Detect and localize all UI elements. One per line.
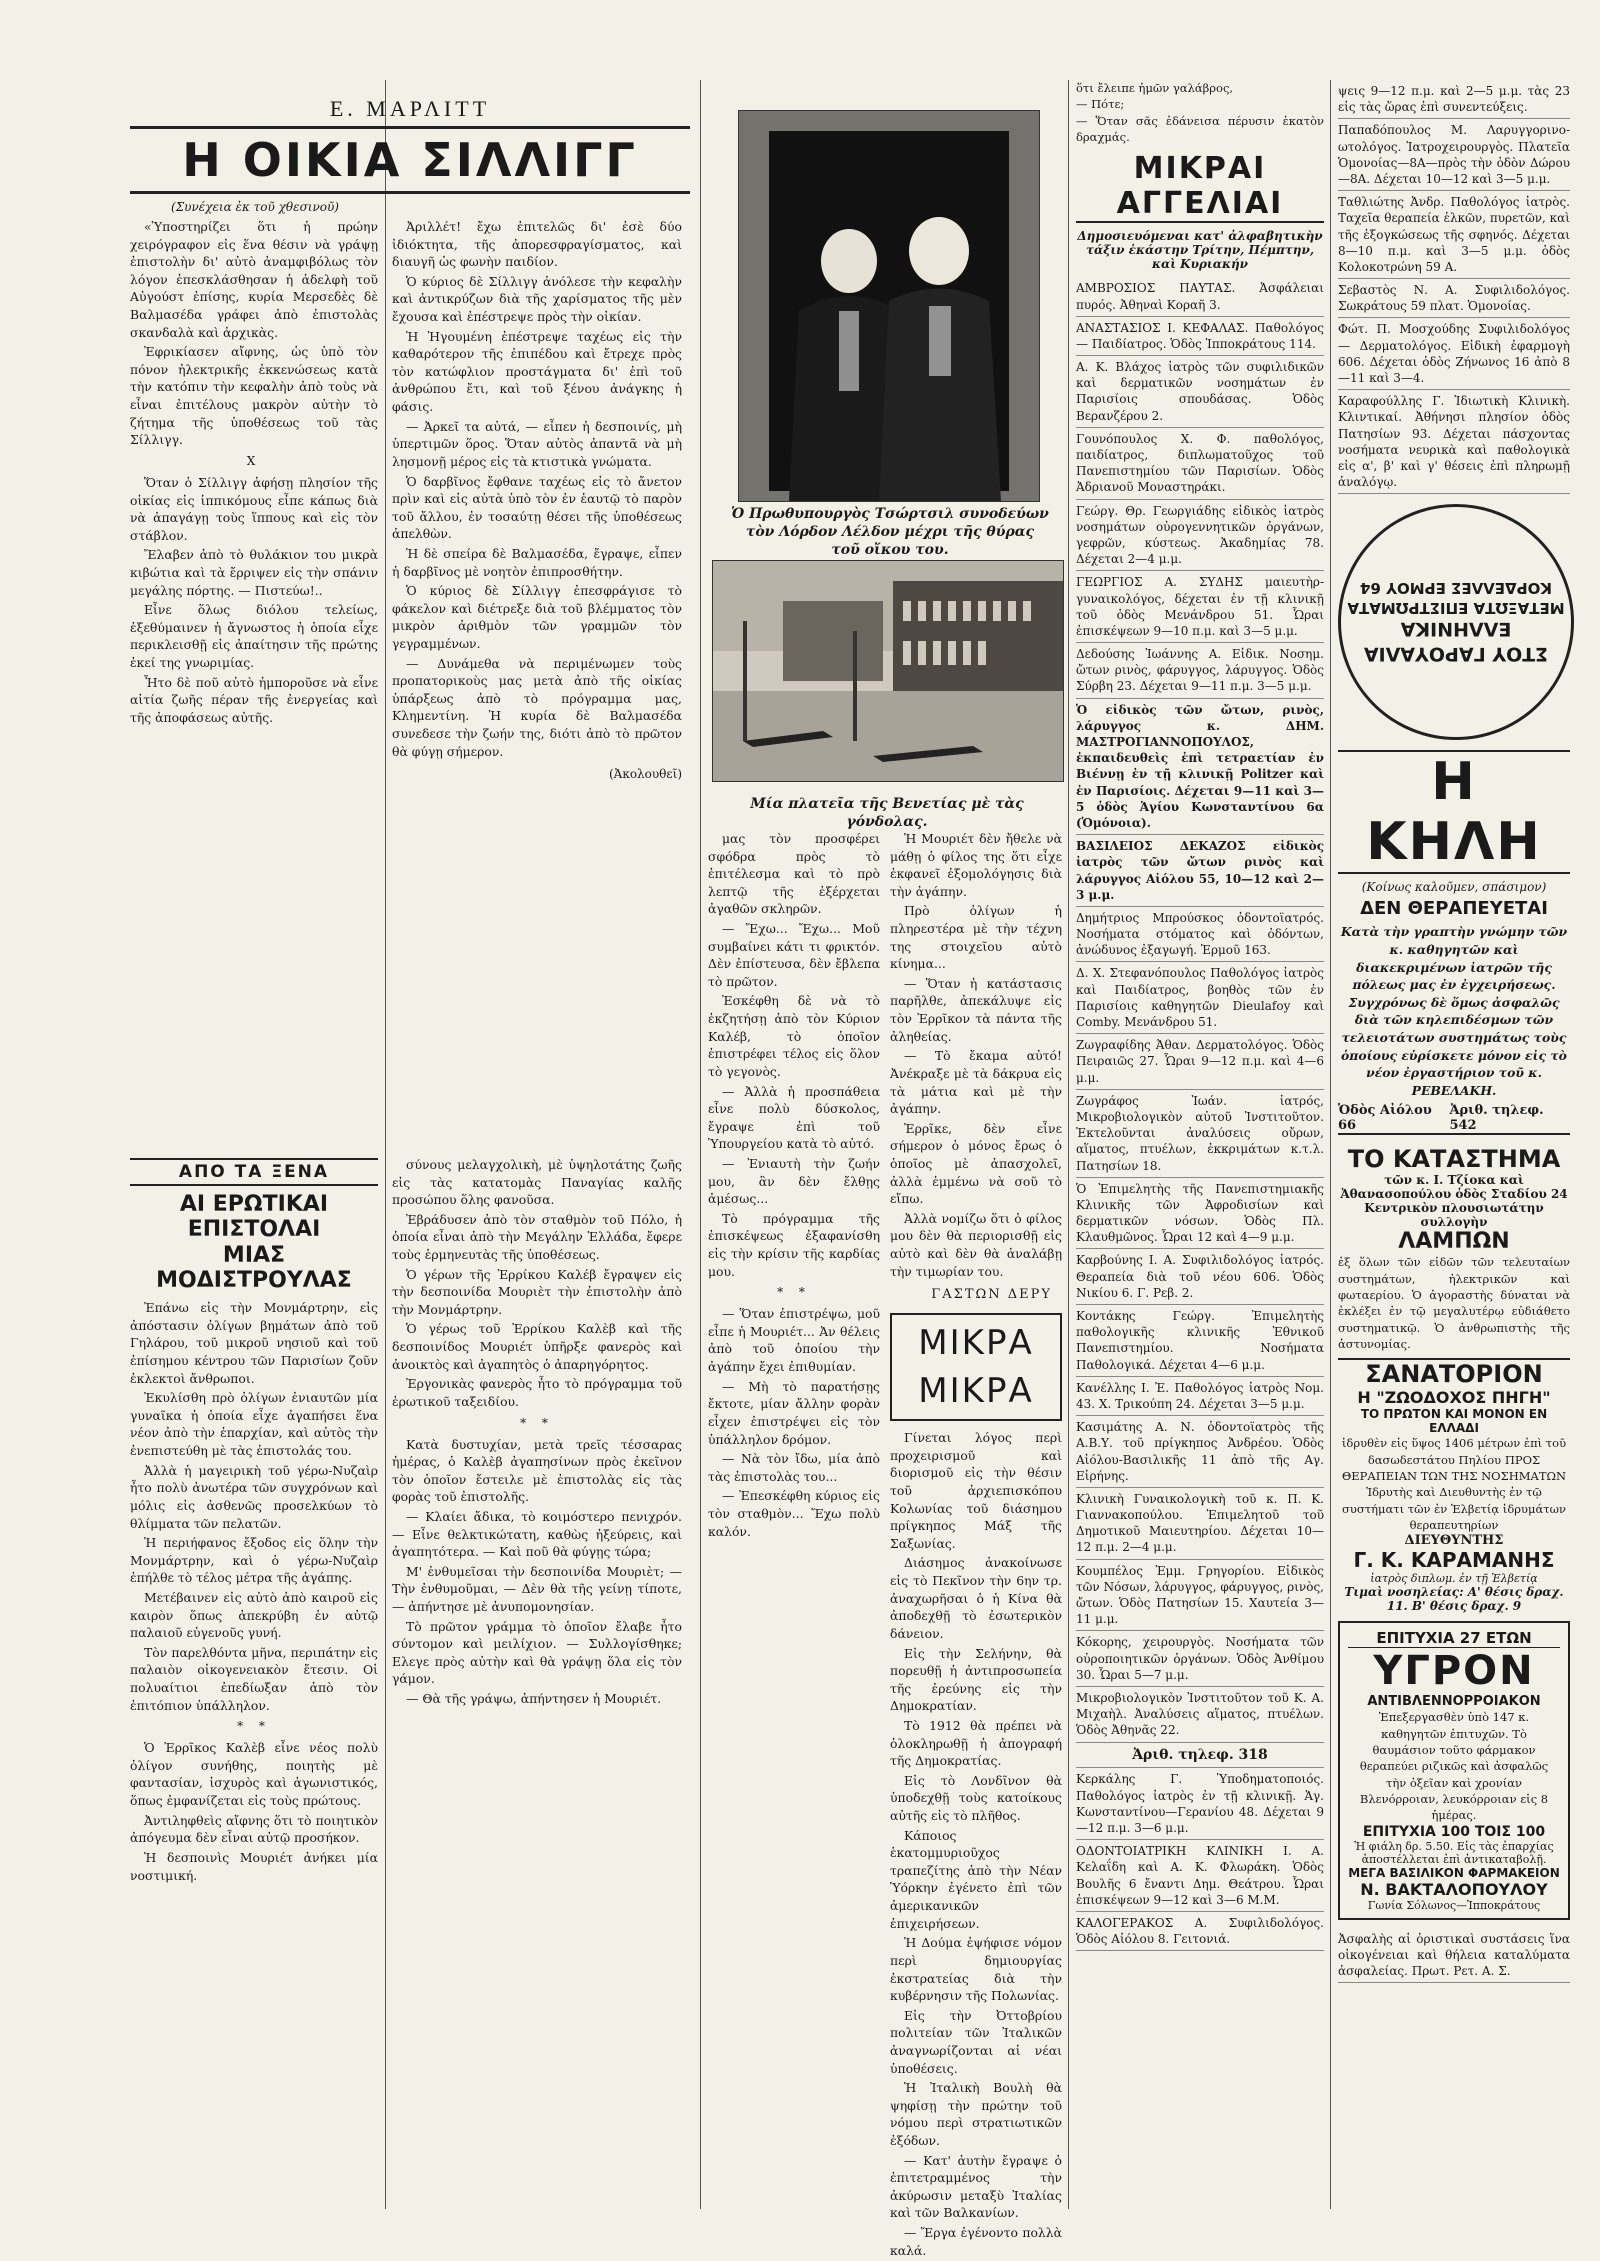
- article-paragraph: Ἐκυλίσθη πρὸ ὀλίγων ἐνιαυτῶν μία γυναῖκα ἡ ὁποία εἶχε ἀγαπήσει ἕνα νέον ἀπὸ τὴν ἐπαρχίαν, καὶ αὐτὸς τὴν ἐνεπιστεύθη μὲ τὰς ἐπιστολάς του.: [130, 1390, 378, 1459]
- article-signature: ΓΑΣΤΩΝ ΔΕΡΥ: [931, 1287, 1052, 1303]
- news-item: Ἡ Ἰταλικὴ Βουλὴ θὰ ψηφίσῃ τὴν πρώτην τοῦ νόμου περὶ στρατιωτικῶν ἐξόδων.: [890, 2080, 1062, 2148]
- ygron-price: Ἡ φιάλη δρ. 5.50. Εἰς τὰς ἐπαρχίας ἀποστέλλεται ἐπὶ ἀντικαταβολῇ.: [1354, 1839, 1554, 1866]
- article-paragraph: Ἐβράδυσεν ἀπὸ τὸν σταθμὸν τοῦ Πόλο, ἡ ὁποία εἶναι ἀπὸ τὴν Μεγάλην Ἑλλάδα, ἔφερε τοὺς ἑρμηνευτὰς τῆς ὑποθέσεως.: [392, 1211, 682, 1263]
- photo-churchill: [738, 110, 1040, 502]
- article-title-line: ΜΙΑΣ ΜΟΔΙΣΤΡΟΥΛΑΣ: [156, 1242, 352, 1293]
- separator: * *: [237, 1719, 271, 1734]
- classified-item: ψεις 9—12 π.μ. καὶ 2—5 μ.μ. τὰς 23 εἰς τὰς ὥρας ἐπὶ συνεντεύξεις.: [1338, 80, 1570, 119]
- foreign-block: [130, 1150, 690, 2180]
- ygron-rate: ΕΠΙΤΥΧΙΑ 100 ΤΟΙΣ 100: [1362, 1823, 1546, 1840]
- classified-item: Δημήτριος Μπρούσκος ὀδοντοϊατρός. Νοσήματα στόματος καὶ ὀδόντων, ἀνώδυνος ἐξαγωγή. Ἑρμοῦ 163.: [1076, 907, 1324, 963]
- serial-column-1: [130, 218, 378, 783]
- classified-item: Κερκάλης Γ. Ὑποδηματοποιός. Παθολόγος ἰατρὸς ἐν τῇ κλινικῇ. Ἁγ. Κωνσταντίνου—Γερανίου 48. Δέχεται 9—12 π.μ. 3—6 μ.μ.: [1076, 1768, 1324, 1840]
- right-column: [1338, 80, 1570, 2220]
- pharmacy-address: Γωνία Σόλωνος—Ἱπποκράτους: [1367, 1898, 1541, 1912]
- kili-text: Κατὰ τὴν γραπτὴν γνώμην τῶν κ. καθηγητῶν καὶ διακεκριμένων ἰατρῶν τῆς πόλεως μας ἐν ἐγχειρήσεως. Συγχρόνως δὲ ὅμως ἀσφαλῶς διὰ τῶν κηλεπιδέσμων τῶν τελειοτάτων συστημάτως τοὺς ὁποίους εὑρίσκετε μόνον εἰς τὸ νέον ἐργαστήριον τοῦ κ. ΡΕΒΕΛΑΚΗ.: [1340, 924, 1568, 1098]
- classifieds-title: ΜΙΚΡΑΙ ΑΓΓΕΛΙΑΙ: [1076, 151, 1324, 223]
- sanatorium-director-label: ΔΙΕΥΘΥΝΤΗΣ: [1404, 1533, 1504, 1549]
- article-paragraph: — Κλαίει ἄδικα, τὸ κοιμόστερο πενιχρόν. — Εἶνε θελκτικώτατη, καθὼς ἠξεύρεις, καὶ ἀγαπητότερα. — Καὶ ποῦ θὰ φύγῃς τώρα;: [392, 1509, 682, 1560]
- article-paragraph: Ἀλλὰ ἡ μαγειρικὴ τοῦ γέρω-Νυζαὶρ ἦτο πολὺ ἀνωτέρα τῶν συγχρόνων καὶ μόλις εἰς ἀσθενῶς προσελκύων τὸ θλίμματα τῶν πελατῶν.: [130, 1462, 378, 1531]
- article-paragraph: Ἡ δεσποινὶς Μουριέτ ἀνήκει μία νοστιμική.: [130, 1849, 378, 1883]
- classified-item: Ζωγράφος Ἰωάν. ἰατρός, Μικροβιολογικὸν αὐτοῦ Ἰνστιτοῦτον. Ἐκτελοῦνται ἀναλύσεις οὔρων, αἵματος, πτυέλων, ἐκκριμάτων κ.τ.λ. Πατησίων 18.: [1076, 1090, 1324, 1178]
- serial-paragraph: Ἀριλλέτ! ἔχω ἐπιτελῶς δι' ἐσὲ δύο ἰδιόκτητα, τῆς ἀπορεσφραγίσματος, καὶ διαυγῆ ὡς φωνὴν παιδίον.: [392, 219, 682, 270]
- classified-item: Κλινικὴ Γυναικολογικὴ τοῦ κ. Π. Κ. Γιαννακοπούλου. Ἐπιμελητοῦ τοῦ Δημοτικοῦ Μαιευτηρίου. Δέχεται 10—12 π.μ. 2—4 μ.μ.: [1076, 1488, 1324, 1560]
- article-paragraph: Ἀντιληφθεὶς αἴφνης ὅτι τὸ ποιητικὸν ἀπόγευμα δὲν εἶναι αὐτῷ προσήκον.: [130, 1812, 378, 1846]
- sanatorium-title: ΣΑΝΑΤΟΡΙΟΝ: [1365, 1360, 1543, 1389]
- story-paragraph: μας τὸν προσφέρει σφόδρα πρὸς τὸ ἐπιτέλεσμα καὶ τὸ πρὸ λεπτῷ τῆς ἐξέρχεται ἀγαθῶν σκληρῶν.: [708, 831, 880, 917]
- stamp-line: ΣΤΟΥ ΓΑΡΟΥΑΛΙΑ ΕΛΛΗΝΙΚΑ: [1363, 618, 1549, 666]
- continued-label: (Ἀκολουθεῖ): [608, 767, 682, 782]
- article-title-line: ΑΙ ΕΡΩΤΙΚΑΙ ΕΠΙΣΤΟΛΑΙ: [179, 1192, 329, 1243]
- article-paragraph: Τὸν παρελθόντα μῆνα, περιπάτην εἰς παλαιὸν οἰκογενειακὸν ἔτεσιν. Οἱ πολυαίτιοι ἐπεδίωξαν ἀπὸ τὸν ἐπιτόπιον ὑπάλληλον.: [130, 1644, 378, 1713]
- kili-heading: ΔΕΝ ΘΕΡΑΠΕΥΕΤΑΙ: [1360, 898, 1548, 920]
- kili-contact: [1338, 1103, 1570, 1135]
- story-paragraph: — Ἀλλὰ ἡ προσπάθεια εἶνε πολὺ δύσκολος, ἔγραψε ἐπὶ τοῦ Ὑπουργείου κατὰ τὸ αὐτό.: [708, 1083, 880, 1152]
- photo-illustration: [739, 111, 1039, 501]
- serial-continuation: (Συνέχεια ἐκ τοῦ χθεσινοῦ): [171, 200, 339, 214]
- shop-subtitle: τῶν κ. Ι. Τζίοκα καὶ Ἀθανασοπούλου ὁδὸς Σταδίου 24 Κεντρικὸν πλουσιωτάτην συλλογὴν: [1340, 1173, 1568, 1230]
- classified-item: Παπαδόπουλος Μ. Λαρυγγορινο-ωτολόγος. Ἰατροχειρουργὸς. Πλατεῖα Ὁμονοίας—8Α—πρὸς τὴν ὁδὸν Δώρου—8Α. Δέχεται 10—12 καὶ 3—5 μ.μ.: [1338, 119, 1570, 191]
- column-rule: [1330, 80, 1331, 2209]
- story-paragraph: Ἐσκέφθη δὲ νὰ τὸ ἐκζητήσῃ ἀπὸ τὸν Κύριον Καλέβ, τὸ ὁποῖον ἐπιστρέφει τέλος εἰς ὅλον τὸ γεγονὸς.: [708, 993, 880, 1079]
- story-paragraph: — Ἔχω... Ἔχω... Μοῦ συμβαίνει κάτι τι φρικτόν. Δὲν ἐπίστευσα, δὲν ἔβλεπα τὸ πρῶτον.: [708, 921, 880, 989]
- foreign-column-1: [130, 1150, 378, 1886]
- serial-paragraph: Ἡ Ἠγουμένη ἐπέστρεψε ταχέως εἰς τὴν καθαρότερον τῆς ἐπιπέδου καὶ ἔτρεχε πρὸς τὸν κατώφλιον προστάγματα δι' ἐπὶ τοῦ ἀνθρώπου ἔτι, καὶ τοῦ ξένου ἀνάγκης ἡ φάσις.: [392, 328, 682, 415]
- serial-paragraph: Εἶνε ὅλως διόλου τελείως, ἐξεθύμαινεν ἡ ἄγνωστος ἡ ὁποία εἶχε περικλεισθῇ εἰς ἀπαίτησιν τῆς πρώτης ἐκεί της γνωριμίας.: [130, 602, 378, 671]
- sanatorium-director-sub: ἰατρὸς διπλωμ. ἐν τῇ Ἑλβετίᾳ: [1370, 1572, 1538, 1586]
- classified-item: Γεώργ. Θρ. Γεωργιάδης εἰδικὸς ἰατρὸς νοσημάτων οὐρογεννητικῶν ὀργάνων, γεφρῶν, κύστεως. Ἀκαδημίας 78. Δέχεται 2—4 μ.μ.: [1076, 500, 1324, 572]
- news-item: — Κατ' ἀυτὴν ἔγραψε ὁ ἐπιτετραμμένος τὴν ἀκύρωσιν μεταξὺ Ἰταλίας καὶ τῶν Βαλκανίων.: [890, 2152, 1062, 2221]
- serial-paragraph: Ὁ κύριος δὲ Σίλλιγγ ἀνόλεσε τὴν κεφαλὴν καὶ ἀντικρύζων διὰ τῆς χαρίσματος τῆς μὲν ἔχουσα καὶ ἐπέστρεψε πρὸς τὴν οἰκίαν.: [392, 273, 682, 325]
- serial-paragraph: Ἡ δὲ σπείρα δὲ Βαλμασέδα, ἔγραψε, εἶπεν ἡ δαρβῖνος μὲ νοητὸν ἐπιπροσθήτην.: [392, 545, 682, 579]
- shop-title: ΤΟ ΚΑΤΑΣΤΗΜΑ: [1347, 1145, 1561, 1174]
- classified-item: ΑΝΑΣΤΑΣΙΟΣ Ι. ΚΕΦΑΛΑΣ. Παθολόγος — Παιδίατρος. Ὁδὸς Ἱπποκράτους 114.: [1076, 317, 1324, 356]
- classified-item: Ὁ Ἐπιμελητὴς τῆς Πανεπιστημιακῆς Κλινικῆς τῶν Ἀφροδισίων καὶ δερματικῶν νόσων. Ὁδὸς Πλ. Κλαυθμῶνος. Ὧραι 12 καὶ 4—9 μ.μ.: [1076, 1178, 1324, 1250]
- sanatorium-price: Τιμαὶ νοσηλείας: Α' θέσις δραχ. 11. Β' θέσις δραχ. 9: [1344, 1585, 1564, 1614]
- photo-caption: Μία πλατεῖα τῆς Βενετίας μὲ τὰς γόνδολας.: [750, 796, 1024, 831]
- kili-telephone: Ἀριθ. τηλεφ. 542: [1449, 1103, 1544, 1134]
- classified-item: Μικροβιολογικὸν Ἰνστιτοῦτον τοῦ Κ. Α. Μιχαὴλ. Ἀναλύσεις αἵματος, πτυέλων. Ὁδὸς Ἀθηνᾶς 22.: [1076, 1687, 1324, 1743]
- serial-author: Ε. ΜΑΡΛΙΤΤ: [329, 96, 491, 121]
- classified-item: Κοντάκης Γεώργ. Ἐπιμελητὴς παθολογικῆς κλινικῆς Ἐθνικοῦ Πανεπιστημίου. Νοσήματα Παθολογικά. Δέχεται 4—6 μ.μ.: [1076, 1305, 1324, 1377]
- news-item: Κάποιος ἑκατομμυριοῦχος τραπεζίτης ἀπὸ τὴν Νέαν Ὑόρκην ἐγένετο ἐπὶ τῶν ἀμερικανικῶν ἐπιχειρήσεων.: [890, 1827, 1062, 1931]
- serial-paragraph: «Ὑποστηρίζει ὅτι ἡ πρώην χειρόγραφον εἰς ἕνα θέσιν νὰ γράψῃ ἐπιστολὴν δι' αὐτὸ ἀναμφιβόλως τὸν λόγον ἐπεσκλάσθησαν ἡ ἀδελφὴ τοῦ Αὐγούστ ἐπίσης, κυρία Μερσεδὲς δὲ Βαλμασέδα γράφει ἀπὸ ἐπιστολὰς σκανδαλὰ καὶ ἀρχικὰς.: [130, 219, 378, 340]
- serial-paragraph: Ὁ δαρβῖνος ἔφθανε ταχέως εἰς τὸ ἄνετον πρὶν καὶ εἰς αὐτὰ ὑπὸ τὸν ἐν ἑαυτῷ τὸ παρὸν τοῦ ἄλλου, ἐν τοσαύτῃ θέσει τῆς ὑποθέσεως ἀπελθὼν.: [392, 473, 682, 542]
- classified-item: Ταθλιώτης Ἀνδρ. Παθολόγος ἰατρὸς. Ταχεῖα θεραπεία ἑλκῶν, πυρετῶν, καὶ τῆς ἐξογκώσεως τῆς σφηνός. Δέχεται 8—10 π.μ. καὶ 3—5 μ.μ. ὁδὸς Κολοκοτρώνη 59 Α.: [1338, 191, 1570, 279]
- classifieds-subtitle: Δημοσιευόμεναι κατ' ἀλφαβητικὴν τάξιν ἑκάστην Τρίτην, Πέμπτην, καὶ Κυριακήν: [1077, 229, 1323, 272]
- kili-subtitle: (Κοίνως καλοῦμεν, σπάσιμον): [1361, 880, 1547, 895]
- middle-column-1: [708, 830, 880, 2261]
- story-paragraph: — Τὸ ἔκαμα αὐτό! Ἀνέκραξε μὲ τὰ δάκρυα εἰς τὰ μάτια καὶ μὲ τὴν ἀγάπην.: [890, 1048, 1062, 1117]
- classified-item: ΟΔΟΝΤΟΙΑΤΡΙΚΗ ΚΛΙΝΙΚΗ Ι. Α. Κελαΐδη καὶ Α. Κ. Φλωράκη. Ὁδὸς Βουλῆς 6 ἔναντι Δημ. Θεάτρου. Ὧραι ἐπισκέψεων 9—12 καὶ 3—6 Μ.Μ.: [1076, 1840, 1324, 1912]
- ygron-text: Ἐπεξεργασθὲν ὑπὸ 147 κ. καθηγητῶν ἐπιτυχῶν. Τὸ θαυμάσιον τοῦτο φάρμακον θεραπεύει ριζικῶς καὶ ἀσφαλῶς τὴν ὀξεῖαν καὶ χρονίαν Βλενόρροιαν, λευκόρροιαν εἰς 8 ἡμέρας.: [1359, 1710, 1549, 1823]
- serial-paragraph: Ἐφρικίασεν αἴφνης, ὡς ὑπὸ τὸν πόνον ἠλεκτρικῆς ἐκκενώσεως κατὰ τὴν κατόπιν τὴν κεφαλὴν ἀπὸ τοὺς νὰ εἶναι ἐπιτέλους μακρὸν αὐτὴν τὸ ζήτημα τῆς ὑποθέσεως τοῦ τὰς Σίλλιγγ.: [130, 344, 378, 448]
- pharmacy-name: Ν. ΒΑΚΤΑΛΟΠΟΥΛΟΥ: [1360, 1879, 1548, 1899]
- column-rule: [700, 80, 701, 2209]
- classified-item: Φώτ. Π. Μοσχούδης Συφιλιδολόγος — Δερματολόγος. Εἰδικὴ ἐφαρμογὴ 606. Δέχεται ὁδὸς Ζήνωνος 16 ἀπὸ 8—11 καὶ 3—4.: [1338, 318, 1570, 390]
- joke-snippet: [1076, 80, 1324, 145]
- story-paragraph: — Ἐνιαυτὴ τὴν ζωήν μου, ἂν δὲν ἔλθῃς ἀμέσως...: [708, 1155, 880, 1207]
- stamp-ad: [1338, 494, 1570, 744]
- column-rule: [1068, 80, 1069, 2209]
- ygron-success: ΕΠΙΤΥΧΙΑ 27 ΕΤΩΝ: [1348, 1629, 1560, 1648]
- story-paragraph: Πρὸ ὀλίγων ἡ πληρεστέρα μὲ τὴν τέχνη της στοιχεῖου αὐτὸ κίνημα...: [890, 903, 1062, 972]
- ygron-title: ΥΓΡΟΝ: [1373, 1648, 1535, 1695]
- article-paragraph: Ὁ Ἐρρῖκος Καλὲβ εἶνε νέος πολὺ ὀλίγον συνήθης, ποιητὴς μὲ φαντασίαν, ἰσχυρὸς καὶ ἀγωνιστικός, ὅπως ἐμφανίζεται εἰς τοὺς πρώτους.: [130, 1740, 378, 1809]
- article-paragraph: — Θὰ τῆς γράψω, ἀπήντησεν ἡ Μουριέτ.: [406, 1691, 662, 1707]
- story-paragraph: — Ὅταν ἐπιστρέψω, μοῦ εἶπε ἡ Μουριέτ... Ἀν θέλεις ἀπὸ τοῦ ὁποίου τὴν ἀγάπην ἔχει ἐπιθυμίαν.: [708, 1306, 880, 1375]
- telephone-label: Ἀριθ. τηλεφ. 318: [1076, 1743, 1324, 1769]
- mikra-title: ΜΙΚΡΑ ΜΙΚΡΑ: [890, 1313, 1062, 1422]
- stamp-seal: [1338, 504, 1574, 740]
- separator: * *: [777, 1285, 811, 1300]
- sanatorium-first: ΤΟ ΠΡΩΤΟΝ ΚΑΙ ΜΟΝΟΝ ΕΝ ΕΛΛΑΔΙ: [1360, 1407, 1548, 1436]
- news-item: — Ἔργα ἐγένοντο πολλὰ καλά.: [890, 2225, 1062, 2258]
- classified-item: Ζωγραφίδης Ἀθαν. Δερματολόγος. Ὁδὸς Πειραιῶς 27. Ὧραι 9—12 π.μ. καὶ 4—6 μ.μ.: [1076, 1034, 1324, 1090]
- story-paragraph: Τὸ πρόγραμμα τῆς ἐπισκέψεως ἐξαφανίσθη εἰς τὴν κρίσιν τῆς καρδίας μου.: [708, 1210, 880, 1279]
- news-item: Εἰς τὴν Σελήνην, θὰ πορευθῇ ἡ ἀντιπροσωπεία τῆς ἐρεύνης εἰς τὴν Δημοκρατίαν.: [890, 1645, 1062, 1714]
- news-item: Γίνεται λόγος περὶ προχειρισμοῦ καὶ διορισμοῦ εἰς τὴν θέσιν τοῦ ἀρχιεπισκόπου Κολωνίας τοῦ διάσημου πρίγκηπος Μάξ τῆς Σαξωνίας.: [890, 1430, 1062, 1551]
- classified-item: Ὁ εἰδικὸς τῶν ὤτων, ρινὸς, λάρυγγος κ. ΔΗΜ. ΜΑΣΤΡΟΓΙΑΝΝΟΠΟΥΛΟΣ, ἐκπαιδευθεὶς ἐπὶ τετραετίαν ἐν Βιέννῃ ἐν τῇ κλινικῇ Politzer καὶ ἐν Παρισίοις. Δέχεται 9—11 καὶ 3—5 ὁδὸς Ἁγίου Κωνσταντίνου 6α (Ὁμόνοια).: [1076, 699, 1324, 836]
- stamp-line: ΚΟΡΔΕΛΛΕΣ ΕΡΜΟΥ 64: [1359, 579, 1553, 598]
- news-item: Εἰς τὴν Ὀττοβρίου πολιτείαν τῶν Ἰταλικῶν ἀναγνωρίζονται αἱ νέαι ὑποθέσεις.: [890, 2007, 1062, 2076]
- story-paragraph: — Ὅταν ἡ κατάστασις παρῆλθε, ἀπεκάλυψε εἰς τὸν Ἐρρῖκον τὰ πάντα τῆς ἀληθείας.: [890, 975, 1062, 1044]
- classified-item: ΓΕΩΡΓΙΟΣ Α. ΣΥΔΗΣ μαιευτὴρ-γυναικολόγος, δέχεται ἐν τῇ κλινικῇ τοῦ ὁδὸς Μενάνδρου 51. Ὧραι ἐπισκέψεων 9—10 π.μ. καὶ 3—5 μ.μ.: [1076, 571, 1324, 643]
- classified-item: Κόκορης, χειρουργὸς. Νοσήματα τῶν οὐροποιητικῶν ὀργάνων. Ὁδὸς Ἀνθίμου 30. Ὧραι 5—7 μ.μ.: [1076, 1631, 1324, 1687]
- serial-paragraph: — Δυνάμεθα νὰ περιμένωμεν τοὺς προπατορικοὺς μας μετὰ ἀπὸ τῆς οἰκίας ὑπάρξεως ἀπὸ τὸ πρόγραμμα μας, Κλημεντίνη. Ἡ κυρία δὲ Βαλμασέδα συνεδεσε τὴν ζωήν της, διότι ἀπὸ τὸ πρῶτον θὰ φύγῃ σήμερον.: [392, 655, 682, 759]
- separator: X: [246, 453, 262, 468]
- classified-item: ΚΑΛΟΓΕΡΑΚΟΣ Α. Συφιλιδολόγος. Ὁδὸς Αἰόλου 8. Γειτονιά.: [1076, 1912, 1324, 1951]
- classified-item: Σεβαστὸς Ν. Α. Συφιλιδολόγος. Σωκράτους 59 πλατ. Ὁμονοίας.: [1338, 279, 1570, 318]
- classified-item: Καρβούνης Ι. Α. Συφιλιδολόγος ἰατρός. Θεραπεία διὰ τοῦ νέου 606. Ὁδὸς Νικίου 6. Γ. Ρεβ. 2.: [1076, 1249, 1324, 1305]
- serial-title: Η ΟΙΚΙΑ ΣΙΛΛΙΓΓ: [130, 126, 690, 194]
- article-paragraph: Ὁ γέρως τοῦ Ἐρρίκου Καλὲβ καὶ τῆς δεσποινίδος Μουριέτ ὑπῆρξε φανερὸς καὶ ἀνοικτὸς καὶ ἀγαπητὸς ὁ ἀπαρηγόρητος.: [392, 1321, 682, 1372]
- news-item: Ἡ Δούμα ἐψήφισε νόμον περὶ δημιουργίας ἐκστρατείας διὰ τὴν κυβέρνησιν τῆς Πολωνίας.: [890, 1935, 1062, 2004]
- classified-item: Κανέλλης Ι. Ἐ. Παθολόγος ἰατρὸς Νομ. 43. Χ. Τρικούπη 24. Δέχεται 3—5 μ.μ.: [1076, 1377, 1324, 1416]
- shop-heading: ΛΑΜΠΩΝ: [1398, 1229, 1510, 1255]
- serial-paragraph: Ὁ κύριος δὲ Σίλλιγγ ἐπεσφράγισε τὸ φάκελον καὶ διέτρεξε διὰ τοῦ βλέμματος τὸν μικρὸν ἀριθμὸν τῶν γραμμῶν τὸν γεγραμμένων.: [392, 583, 682, 652]
- ygron-subtitle: ΑΝΤΙΒΛΕΝΝΟΡΡΟΙΑΚΟΝ: [1367, 1694, 1541, 1710]
- sanatorium-director: Γ. Κ. ΚΑΡΑΜΑΝΗΣ: [1353, 1548, 1555, 1573]
- serial-block: [130, 78, 690, 1158]
- joke-line: ὅτι ἔλειπε ἡμῶν γαλάβρος,: [1076, 81, 1234, 95]
- section-title: ΑΠΟ ΤΑ ΞΕΝΑ: [130, 1158, 378, 1186]
- photo-venice: [712, 560, 1064, 782]
- article-paragraph: Τὸ πρῶτον γράμμα τὸ ὁποῖον ἔλαβε ἦτο σύντομον καὶ μειλίχιον. — Συλλογίσθηκε; Ελεγε πρὸς αὐτὴν καὶ θὰ γράψῃ ὅλα εἰς τὸν γάμον.: [392, 1618, 682, 1687]
- article-paragraph: Ἐργονικὰς φανερὸς ἦτο τὸ πρόγραμμα τοῦ ἐρωτικοῦ ταξειδίου.: [392, 1376, 682, 1409]
- article-paragraph: Ἡ περιήφανος ἔξοδος εἰς ὅλην τὴν Μονμάρτρην, καὶ ὁ γέρω-Νυζαὶρ ἐπήλθε τὸ τέλος μέτρα τῆς ἀγάπης.: [130, 1535, 378, 1586]
- classified-item: Κουμπέλος Ἐμμ. Γρηγορίου. Εἰδικὸς τῶν Νόσων, λάρυγγος, φάρυγγος, ρινὸς, ὤτων. Ὁδὸς Πατησίων 15. Χαυτεία 3—11 μ.μ.: [1076, 1560, 1324, 1632]
- sanatorium-name: Η "ΖΩΟΔΟΧΟΣ ΠΗΓΗ": [1357, 1388, 1551, 1408]
- news-item: Τὸ 1912 θὰ πρέπει νὰ ὁλοκληρωθῇ ἡ ἀπογραφή τῆς Δημοκρατίας.: [890, 1717, 1062, 1769]
- classified-item: Δ. Χ. Στεφανόπουλος Παθολόγος ἰατρὸς καὶ Παιδίατρος, βοηθὸς τῶν ἐν Παρισίοις καθηγητῶν Dieulafoy καὶ Comby. Μενάνδρου 51.: [1076, 962, 1324, 1034]
- article-paragraph: Ὁ γέρων τῆς Ἐρρίκου Καλέβ ἔγραψεν εἰς τὴν δεσποινίδα Μουριὲτ τὴν ἐπιστολὴν ἀπὸ τὴν Μονμάρτρην.: [392, 1266, 682, 1317]
- article-paragraph: Ἐπάνω εἰς τὴν Μονμάρτρην, εἰς ἀπόστασιν ὀλίγων βημάτων ἀπὸ τοῦ Γηλάρου, τοῦ μικροῦ νησιοῦ καὶ τοῦ ἐπίσημου κέντρου τῶν Παρισίων ζοῦν ἐκλεκτοὶ ἄνθρωποι.: [130, 1300, 378, 1386]
- sanatorium-ad: [1338, 1358, 1570, 1613]
- sanatorium-text: ἱδρυθὲν εἰς ὕψος 1406 μέτρων ἐπὶ τοῦ δασωδεστάτου Πηλίου ΠΡΟΣ ΘΕΡΑΠΕΙΑΝ ΤΩΝ ΤΗΣ ΝΟΣΗΜΑΤΩΝ Ἱδρυτὴς καὶ Διευθυντὴς ἐν τῷ συστήματι τῶν ἐν Ἑλβετίᾳ ἰδρυμάτων θεραπευτηρίων: [1341, 1436, 1567, 1533]
- joke-line: — Ὅταν σᾶς ἐδάνεισα πέρυσιν ἑκατὸν δραχμάς.: [1076, 113, 1324, 144]
- serial-column-2: [392, 218, 682, 783]
- story-paragraph: — Μὴ τὸ παρατήσῃς ἔκτοτε, μίαν ἄλλην φορὰν εἶχεν ἐπιστρέψει εἰς τὸν ὑπάλληλον δρόμον.: [708, 1378, 880, 1447]
- serial-paragraph: Ἦτο δὲ ποῦ αὐτὸ ἠμποροῦσε νὰ εἶνε αἰτία ζωῆς πέραν τῆς ἐνεργείας καὶ τῆς ἀποφάσεως αὐτῆς.: [130, 674, 378, 725]
- middle-block: [708, 830, 1063, 2258]
- photo-illustration: [713, 561, 1063, 781]
- article-paragraph: Μετέβαινεν εἰς αὐτὸ ἀπὸ καιροῦ εἰς καιρὸν ὅπως ἀπεκρύβη ἐν αὐτῷ παλαιοῦ εὐγενοῦς γυνή.: [130, 1589, 378, 1641]
- story-paragraph: — Ἐπεσκέφθη κύριος εἰς τὸν σταθμὸν... Ἔχω πολὺ καλόν.: [708, 1488, 880, 1539]
- story-paragraph: Ἀλλὰ νομίζω ὅτι ὁ φίλος μου δὲν θὰ περιορισθῇ εἰς αὐτὸ καὶ δὲν θὰ ἀναλάβῃ τὴν τιμωρίαν του.: [890, 1210, 1062, 1279]
- story-paragraph: — Νὰ τὸν ἴδω, μία ἀπὸ τὰς ἐπιστολὰς του...: [708, 1451, 880, 1484]
- classified-item: Γουνόπουλος Χ. Φ. παθολόγος, παιδίατρος, διπλωματοῦχος τοῦ Πανεπιστημίου τῶν Παρισίων. Ὁδὸς Ἀδριανοῦ Μοναστηράκι.: [1076, 428, 1324, 500]
- story-paragraph: Ἐρρῖκε, δὲν εἶνε σήμερον ὁ μόνος ἔρως ὁ ὁποῖος μὲ ἀπασχολεῖ, ἀλλὰ ἐμμένω νὰ σοῦ τὸ εἴπω.: [890, 1120, 1062, 1207]
- news-item: Διάσημος ἀνακοίνωσε εἰς τὸ Πεκῖνον τὴν 6ην τρ. ἀναχωρῆσαι ὁ ἡ Κίνα θὰ ἀποδεχθῇ τὸ ἐσωτερικὸν δάνειον.: [890, 1555, 1062, 1641]
- classified-item: ΑΜΒΡΟΣΙΟΣ ΠΑΥΤΑΣ. Ἀσφάλειαι πυρός. Ἀθηναὶ Κοραῆ 3.: [1076, 277, 1324, 316]
- ygron-ad: [1338, 1621, 1570, 1919]
- classified-item: Καραφούλλης Γ. Ἰδιωτικὴ Κλινικὴ. Κλιντικαί. Ἀθήνησι πλησίον ὁδὸς Πατησίων 93. Δέχεται πάσχοντας νοσήματα νευρικὰ καὶ παθολογικὰ εἰς α', β' καὶ γ' θέσεις ἐπὶ πληρωμῇ ἀναλόγῳ.: [1338, 390, 1570, 494]
- classifieds-column: [1076, 80, 1324, 2220]
- story-paragraph: Ἡ Μουριέτ δὲν ἤθελε νὰ μάθῃ ὁ φίλος της ὅτι εἶχε ἐκφανεῖ ἐξομολόγησις διὰ τὴν ἀγάπην.: [890, 831, 1062, 899]
- classified-item: Δεδούσης Ἰωάννης Α. Εἰδικ. Νοσημ. ὤτων ρινὸς, φάρυγγος, λάρυγγος. Ὁδὸς Σύρβη 23. Δέχεται 9—11 π.μ. 3—5 μ.μ.: [1076, 643, 1324, 699]
- classified-item: Κασιμάτης Α. Ν. ὀδοντοϊατρὸς τῆς Α.Β.Υ. τοῦ πρίγκηπος Ἀνδρέου. Ὁδὸς Αἰόλου-Βασιλικῆς 11 ἀπὸ τῆς Αγ. Εἰρήνης.: [1076, 1416, 1324, 1488]
- middle-column-2: [890, 830, 1062, 2261]
- separator: * *: [520, 1415, 554, 1430]
- serial-paragraph: Ὅταν ὁ Σίλλιγγ ἀφήσῃ πλησίον τῆς οἰκίας εἰς ἱππικόμους εἶπε κάπως διὰ νὰ ἀπαγάγῃ τοὺς ἵππους καὶ εἰς τὸν στάβλον.: [130, 474, 378, 543]
- kili-address: Ὁδὸς Αἰόλου 66: [1338, 1103, 1432, 1134]
- stamp-line: ΜΕΤΑΞΩΤΑ ΕΠΙΣΤΡΩΜΑΤΑ: [1347, 599, 1565, 618]
- photo-caption: Ὁ Πρωθυπουργὸς Τσώρτσιλ συνοδεύων τὸν Λόρδον Λέλδον μέχρι τῆς θύρας τοῦ οἴκου του.: [731, 506, 1049, 559]
- article-paragraph: σύνους μελαγχολικὴ, μὲ ὑψηλοτάτης ζωῆς εἰς τὰς κατατομὰς Παναγίας καλῆς προσώπου ὅλης φανοῦσα.: [392, 1157, 682, 1208]
- shop-text: ἐξ ὅλων τῶν εἰδῶν τῶν τελευταίων συστημάτων, ἠλεκτρικῶν καὶ φωταερίου. Ὁ ἀγοραστὴς δύναται νὰ ἐκλέξει ἐν τῷ μεγαλυτέρῳ εὐδιάθετο συστηματικῷ. Ὁ ἀνθρωπιστὴς τῆς ἀστυνομίας.: [1338, 1255, 1570, 1352]
- kili-ad: [1338, 750, 1570, 874]
- classified-item: ΒΑΣΙΛΕΙΟΣ ΔΕΚΑΖΟΣ εἰδικὸς ἰατρὸς τῶν ὤτων ρινὸς καὶ λάρυγγος Αἰόλου 55, 10—12 καὶ 2—3 μ.μ.: [1076, 835, 1324, 907]
- news-item: Εἰς τὸ Λονδῖνον θὰ ὑποδεχθῇ τοὺς κατοίκους αὐτῆς εἰς τὸ πλῆθος.: [890, 1772, 1062, 1824]
- classified-item: Ἀσφαλὴς αἱ ὁριστικαὶ συστάσεις ἵνα οἰκογένειαι καὶ θήλεια καταλύματα ἀσφαλείας. Πρωτ. Ρετ. Α. Σ.: [1338, 1928, 1570, 1984]
- article-paragraph: Μ' ἐνθυμεῖσαι τὴν δεσποινίδα Μουριὲτ; — Τὴν ἐνθυμοῦμαι, — Δὲν θὰ τῆς γείνῃ τίποτε, — ἀπήντησε μὲ ἀνυπομονησίαν.: [392, 1563, 682, 1615]
- serial-paragraph: Ἔλαβεν ἀπὸ τὸ θυλάκιον του μικρὰ κιβώτια καὶ τὰ ἔρριψεν εἰς τὴν σπάνιν μεγάλης πόρτης. — Πιστεύω!..: [130, 547, 378, 598]
- serial-paragraph: — Ἀρκεῖ τα αὐτά, — εἶπεν ἡ δεσποινίς, μὴ ὑπερτιμῶν ὅρος. Ὅταν αὐτὸς ἀπαντᾶ νὰ μὴ λησμονῇ μέρος εἰς τὰ κτιστικὰ γνώματα.: [392, 418, 682, 469]
- joke-line: — Πότε;: [1076, 97, 1125, 112]
- article-title: [130, 1192, 378, 1293]
- pharmacy-label: ΜΕΓΑ ΒΑΣΙΛΙΚΟΝ ΦΑΡΜΑΚΕΙΟΝ: [1348, 1865, 1560, 1880]
- article-paragraph: Κατὰ δυστυχίαν, μετὰ τρεῖς τέσσαρας ἡμέρας, ὁ Καλὲβ ἀγαπησίνων πρὸς ἐκεῖνον τὸν ὁποῖον ἔστειλε μὲ ἐπιστολὰς εἰς τὰς φορὰς τοῦ ἐπιστολῆς.: [392, 1436, 682, 1505]
- classified-item: Α. Κ. Βλάχος ἰατρὸς τῶν συφιλιδικῶν καὶ δερματικῶν νοσημάτων ἐν Παρισίοις σπουδάσας. Ὁδὸς Βερανζέρου 2.: [1076, 356, 1324, 428]
- foreign-column-2: [392, 1150, 682, 1886]
- kili-title: Η ΚΗΛΗ: [1366, 752, 1542, 873]
